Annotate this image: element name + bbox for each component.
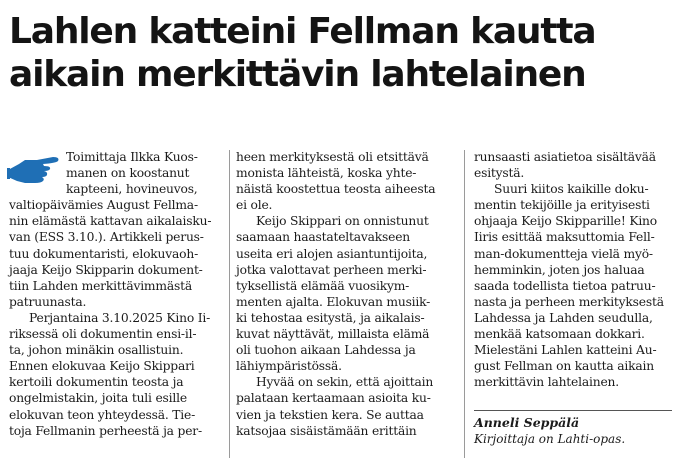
headline (9, 10, 674, 96)
signature-rule (474, 410, 672, 411)
paragraph-4-continued: runsaasti asiatietoa sisältävää esitystä. (474, 150, 656, 181)
column-divider-1 (229, 150, 230, 458)
author-role: Kirjoittaja on Lahti-opas. (474, 432, 626, 446)
article-column-3 (474, 149, 674, 390)
author-name: Anneli Seppälä (474, 415, 580, 430)
paragraph-2-continued: heen merkityksestä oli etsittävä monista lähteistä, koska yhte- näistä koostettua teosta aiheesta ei ole. (236, 150, 436, 213)
headline-line-2: aikain merkittävin lahtelainen (9, 54, 586, 95)
article-column-1 (9, 149, 227, 439)
article-column-2 (236, 149, 454, 439)
paragraph-4: Hyvää on sekin, että ajoittain palataan kertaamaan asioita ku- vien ja tekstien kera. Se auttaa katsojaa sisäistämään erittäin (236, 375, 434, 438)
paragraph-3: Keijo Skippari on onnistunut saamaan haastateltavakseen useita eri alojen asiantuntijoita, jotka valottavat perheen merki- tyksellistä elämää vuosikym- menten ajalta. Elokuvan musiik- ki tehostaa esitystä, ja aikalais- kuvat näyttävät, millaista elämä oli tuohon aikaan Lahdessa ja lähiympäristössä. (236, 214, 431, 374)
paragraph-2: Perjantaina 3.10.2025 Kino Ii- riksessä oli dokumentin ensi-il- ta, johon minäkin osallistuin. Ennen elokuvaa Keijo Skippari kertoili dokumentin teosta ja ongelmistakin, joita tuli esille elokuvan teon yhteydessä. Tie- toja Fellmanin perheestä ja per- (9, 310, 211, 438)
paragraph-5: Suuri kiitos kaikille doku- mentin tekijöille ja erityisesti ohjaaja Keijo Skipparille! Kino Iiris esittää maksuttomia Fell- man-dokumentteja vielä myö- hemminkin, joten jos haluaa saada todellista tietoa patruu- nasta ja perheen merkityksestä Lahdessa ja Lahden seudulla, menkää katsomaan dokkari. Mielestäni Lahlen katteini Au- gust Fellman on kautta aikain merkittävin lahtelainen. (474, 182, 664, 390)
pointing-hand-icon (7, 153, 62, 187)
headline-line-1: Lahlen katteini Fellman kautta (9, 11, 596, 52)
paragraph-1: Toimittaja Ilkka Kuos- manen on koostanut kapteeni, hovineuvos, valtiopäivämies August Fellma- nin elämästä kattavan aikalaisku- van (ESS 3.10.). Artikkeli perus- tuu dokumentaristi, elokuvaoh- jaaja Keijo Skipparin dokument- tiin Lahden merkittävimmästä patruunasta. (9, 150, 212, 309)
column-divider-2 (464, 150, 465, 458)
